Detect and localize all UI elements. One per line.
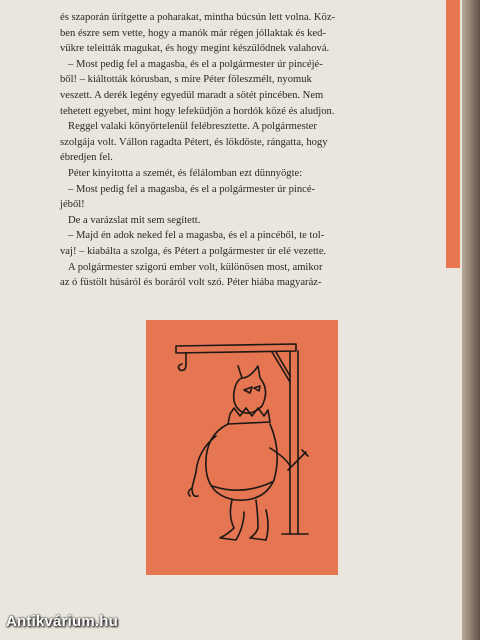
- text-line: A polgármester szigorú ember volt, különösen most, amikor: [68, 261, 323, 273]
- text-line: ből! – kiáltották kórusban, s mire Péter föleszmélt, nyomuk: [60, 74, 312, 86]
- text-line: és szaporán ürítgette a poharakat, mintha búcsún lett volna. Köz-: [60, 12, 336, 23]
- text-line: – Most pedig fel a magasba, és el a polgármester úr pincé-: [68, 183, 316, 195]
- text-line: vaj! – kiabálta a szolga, és Pétert a polgármester úr elé vezette.: [60, 245, 327, 257]
- text-line: Péter kinyitotta a szemét, és félálomban ezt dünnyögte:: [68, 167, 303, 179]
- text-line: ben észre sem vette, hogy a manók már régen jóllaktak és ked-: [60, 27, 326, 39]
- text-line: De a varázslat mit sem segített.: [68, 214, 201, 226]
- text-line: tehetett egyebet, mint hogy lefeküdjön a hordók közé és aludjon.: [60, 105, 335, 117]
- text-line: – Most pedig fel a magasba, és el a polgármester úr pincéjé-: [68, 58, 323, 70]
- story-text: [60, 10, 443, 291]
- text-line: – Majd én adok neked fel a magasba, és el a pincéből, te tol-: [68, 230, 325, 242]
- book-spine-edge: [462, 0, 480, 640]
- text-line: Reggel valaki könyörtelenül felébresztette. A polgármester: [68, 121, 317, 133]
- text-line: veszett. A derék legény egyedül maradt a sötét pincében. Nem: [60, 89, 324, 101]
- watermark-text: Antikvárium.hu: [6, 613, 118, 630]
- text-line: jéből!: [60, 199, 85, 211]
- text-line: ébredjen fel.: [60, 152, 113, 164]
- text-line: szolgája volt. Vállon ragadta Pétert, és lökdöste, rángatta, hogy: [60, 136, 328, 148]
- text-line: vükre teleitták magukat, és hogy megint készülődnek valahová.: [60, 43, 330, 55]
- gallows-drawing: [146, 320, 338, 575]
- gallows-illustration: [146, 320, 338, 575]
- text-line: az ó füstölt húsáról és boráról volt szó. Péter hiába magyaráz-: [60, 277, 322, 289]
- orange-edge-tab: [446, 0, 460, 268]
